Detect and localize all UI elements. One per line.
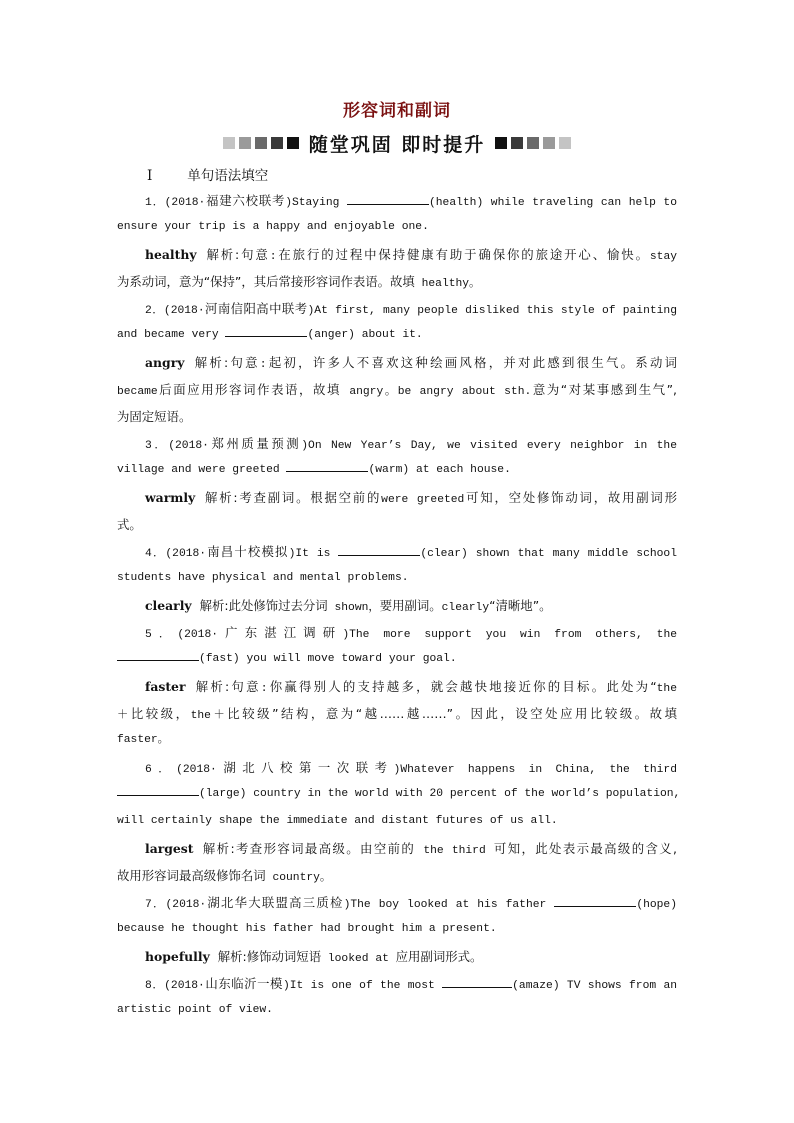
text-segment: 句意 (229, 679, 261, 694)
text-segment: 可知，此处表示最高级的含义, (493, 841, 677, 856)
text-segment: (fast) you will move toward your goal. (199, 653, 457, 665)
text-line (117, 835, 677, 862)
banner-squares-left (223, 137, 299, 149)
text-segment: 2．(2018· (145, 305, 205, 317)
text-segment: )At first, many people disliked this style of painting (307, 305, 677, 317)
text-segment: (clear) shown that many middle school (420, 548, 677, 560)
section-label: 单句语法填空 (187, 168, 269, 184)
text-segment: country。 (265, 872, 332, 884)
answer-blank[interactable] (347, 190, 429, 205)
text-segment: stay (649, 251, 678, 263)
text-line (117, 754, 677, 781)
text-segment: clearly (441, 602, 490, 614)
text-segment: : (260, 683, 268, 695)
text-segment: 1．(2018· (145, 197, 206, 209)
square-icon (255, 137, 267, 149)
text-segment: )The more support you win from others, the (342, 629, 677, 641)
text-segment: (large) country in the world with 20 percent of the world’s population, (199, 788, 681, 800)
text-segment: 句意 (228, 355, 260, 370)
square-icon (287, 137, 299, 149)
text-line (117, 700, 677, 727)
text-segment: 修饰动词短语 (246, 949, 322, 964)
text-segment: 4．(2018· (145, 548, 207, 560)
text-line (117, 997, 677, 1024)
text-segment: 6．(2018· (145, 764, 217, 776)
text-line (117, 970, 677, 997)
text-line (117, 187, 677, 214)
text-line (117, 808, 677, 835)
text-segment: )On New Year’s Day, we visited every neighbor in the (301, 440, 677, 452)
answer-key: hopefully (145, 949, 210, 964)
text-line (117, 781, 681, 808)
text-line (117, 403, 677, 430)
text-line (117, 673, 677, 700)
text-segment: )Whatever happens in China, the third (393, 764, 677, 776)
answer-blank[interactable] (117, 646, 199, 661)
text-line (117, 943, 677, 970)
text-segment: 河南信阳高中联考 (204, 301, 308, 316)
text-line (117, 565, 677, 592)
text-segment: 解析: (204, 247, 240, 262)
text-segment: village and were greeted (117, 464, 287, 476)
answer-blank[interactable] (338, 541, 420, 556)
text-segment: 为系动词，意为“保持”，其后常接形容词作表语。故填 (117, 274, 415, 289)
text-segment: (hope) (636, 899, 677, 911)
text-segment: 解析: (199, 598, 229, 613)
text-segment: and became very (117, 329, 226, 341)
text-segment: 8．(2018· (145, 980, 205, 992)
text-segment: (amaze) TV shows from an (512, 980, 678, 992)
banner-text: 随堂巩固 即时提升 (308, 133, 486, 156)
section-number: Ⅰ (147, 168, 153, 184)
text-segment: : (269, 251, 277, 263)
text-segment: )Staying (285, 197, 347, 209)
text-segment: were greeted (381, 494, 465, 506)
answer-key: largest (145, 841, 194, 856)
text-segment: (health) while traveling can help to (429, 197, 677, 209)
text-segment: 后面应用形容词作表语，故填 (157, 382, 341, 397)
text-line (117, 430, 677, 457)
text-line (117, 295, 677, 322)
text-line (117, 862, 677, 889)
text-segment: 解析: (193, 679, 230, 694)
text-segment: “清晰地”。 (489, 598, 552, 613)
text-segment: 解析: (192, 355, 229, 370)
page-title: 形容词和副词 (343, 101, 451, 121)
text-segment: 解析: (201, 841, 235, 856)
square-icon (511, 137, 523, 149)
square-icon (543, 137, 555, 149)
text-segment: healthy。 (414, 278, 481, 290)
text-segment: shown， (327, 602, 380, 614)
answer-key: healthy (145, 247, 197, 262)
text-segment: 7．(2018· (145, 899, 207, 911)
text-segment: 你赢得别人的支持越多，就会越快地接近你的目标。此处为“ (267, 679, 657, 694)
text-segment: 山东临沂一模 (204, 976, 283, 991)
answer-key: warmly (145, 490, 196, 505)
text-segment: 比较级， (130, 706, 191, 721)
text-segment: because he thought his father had brought him a present. (117, 923, 497, 935)
text-line (117, 916, 677, 943)
text-segment: 在旅行的过程中保持健康有助于确保你的旅途开心、愉快。 (276, 247, 650, 262)
text-segment: 福建六校联考 (205, 193, 286, 208)
text-line (117, 214, 677, 241)
text-line (117, 241, 677, 268)
answer-blank[interactable] (554, 892, 636, 907)
text-segment: 广东湛江调研 (218, 625, 343, 640)
text-segment: faster。 (117, 734, 169, 746)
text-segment: 考查形容词最高级。由空前的 (234, 841, 416, 856)
text-segment: became (117, 386, 158, 398)
text-segment: 解析: (203, 490, 238, 505)
text-line (117, 376, 677, 403)
text-segment: (warm) at each house. (368, 464, 511, 476)
text-segment: 考查副词。根据空前的 (237, 490, 382, 505)
answer-key: clearly (145, 598, 192, 613)
text-segment: 比较级”结构，意为“越……越……”。因此，设空处应用比较级。故填 (227, 706, 677, 721)
text-segment: looked at (321, 953, 396, 965)
text-segment: 湖北八校第一次联考 (216, 760, 394, 775)
text-line (117, 727, 677, 754)
square-icon (223, 137, 235, 149)
text-segment: 解析: (217, 949, 247, 964)
text-segment: ＋ (117, 710, 131, 722)
square-icon (239, 137, 251, 149)
text-line (117, 484, 677, 511)
section-banner (0, 128, 794, 158)
answer-key: faster (145, 679, 186, 694)
text-line (117, 889, 677, 916)
section-heading (147, 164, 268, 184)
square-icon (271, 137, 283, 149)
text-segment: ensure your trip is a happy and enjoyable one. (117, 221, 429, 233)
exercise-content (117, 187, 681, 1024)
text-segment: 应用副词形式。 (395, 949, 483, 964)
text-segment: 此处修饰过去分词 (228, 598, 328, 613)
text-segment: (anger) about it. (307, 329, 423, 341)
text-segment: students have physical and mental problems. (117, 572, 409, 584)
text-segment: )It is (288, 548, 339, 560)
text-segment: 句意 (239, 247, 270, 262)
text-line (117, 511, 677, 538)
text-segment: 起初，许多人不喜欢这种绘画风格，并对此感到很生气。系动词 (266, 355, 678, 370)
text-segment: 湖北华大联盟高三质检 (206, 895, 344, 910)
text-line (117, 538, 677, 565)
text-segment: 郑州质量预测 (208, 436, 302, 451)
answer-blank[interactable] (442, 973, 512, 988)
text-segment: 3．(2018· (145, 440, 209, 452)
square-icon (495, 137, 507, 149)
answer-blank[interactable] (117, 781, 199, 796)
text-segment: 为固定短语。 (117, 409, 192, 424)
square-icon (559, 137, 571, 149)
text-segment: 意为“对某事感到生气”, (531, 382, 678, 397)
text-segment: the third (415, 845, 494, 857)
text-line (117, 457, 677, 484)
text-segment: : (259, 359, 267, 371)
text-segment: 南昌十校模拟 (206, 544, 289, 559)
text-line (117, 349, 677, 376)
answer-key: angry (145, 355, 185, 370)
text-line (117, 646, 677, 673)
text-segment: artistic point of view. (117, 1004, 273, 1016)
answer-blank[interactable] (286, 457, 368, 472)
text-segment: 要用副词。 (379, 598, 442, 613)
text-line (117, 592, 677, 619)
text-segment: the＋ (190, 710, 228, 722)
banner-squares-right (495, 137, 571, 149)
text-segment: )The boy looked at his father (343, 899, 555, 911)
text-segment: will certainly shape the immediate and distant futures of us all. (117, 815, 558, 827)
text-segment: )It is one of the most (282, 980, 443, 992)
square-icon (527, 137, 539, 149)
text-segment: angry。be angry about sth. (340, 386, 532, 398)
text-segment: the (656, 683, 677, 695)
text-line (117, 268, 677, 295)
text-segment: 故用形容词最高级修饰名词 (117, 868, 266, 883)
text-segment: 式。 (117, 517, 142, 532)
text-line (117, 322, 677, 349)
text-line (117, 619, 677, 646)
answer-blank[interactable] (225, 322, 307, 337)
text-segment: 可知，空处修饰动词，故用副词形 (464, 490, 677, 505)
text-segment: 5．(2018· (145, 629, 219, 641)
